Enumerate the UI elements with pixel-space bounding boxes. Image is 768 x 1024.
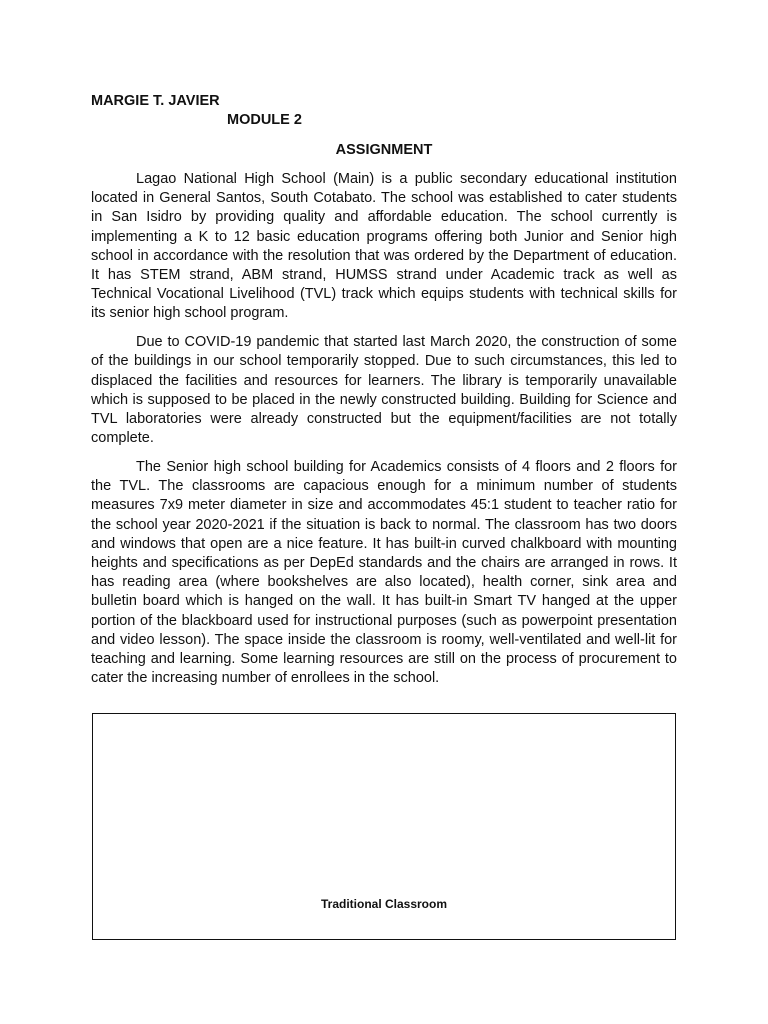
paragraph-school-overview: Lagao National High School (Main) is a public secondary educational institution located in General Santos, South Cotabato. The school was established to cater students in San Isidro by providing quality and affordable education. The school currently is implementing a K to 12 basic education programs offering both Junior and Senior high school in accordance with the resolution that was ordered by the Department of education. It has STEM strand, ABM strand, HUMSS strand under Academic track as well as Technical Vocational Livelihood (TVL) track which equips students with technical skills for its senior high school program.: [91, 171, 677, 322]
document-body: [91, 170, 677, 698]
document-title: ASSIGNMENT: [335, 142, 433, 158]
paragraph-classroom-description: The Senior high school building for Academics consists of 4 floors and 2 floors for the TVL. The classrooms are capacious enough for a minimum number of students measures 7x9 meter diameter in size and accommodates 45:1 student to teacher ratio for the school year 2020-2021 if the situation is back to normal. The classroom has two doors and windows that open are a nice feature. It has built-in curved chalkboard with mounting heights and specifications as per DepEd standards and the chairs are arranged in rows. It has reading area (where bookshelves are also located), health corner, sink area and bulletin board which is hanged on the wall. It has built-in Smart TV hanged at the upper portion of the blackboard used for instructional purposes (such as powerpoint presentation and video lesson). The space inside the classroom is roomy, well-ventilated and well-lit for teaching and learning. Some learning resources are still on the process of procurement to cater the increasing number of enrollees in the school.: [91, 459, 677, 687]
classroom-figure-frame: [92, 713, 676, 940]
figure-caption: Traditional Classroom: [320, 897, 448, 911]
author-name: MARGIE T. JAVIER: [91, 93, 220, 109]
module-label: MODULE 2: [227, 112, 302, 128]
paragraph-covid-impact: Due to COVID-19 pandemic that started last March 2020, the construction of some of the buildings in our school temporarily stopped. Due to such circumstances, this led to displaced the facilities and resources for learners. The library is temporarily unavailable which is supposed to be placed in the newly constructed building. Building for Science and TVL laboratories were already constructed but the equipment/facilities are not totally complete.: [91, 334, 677, 447]
